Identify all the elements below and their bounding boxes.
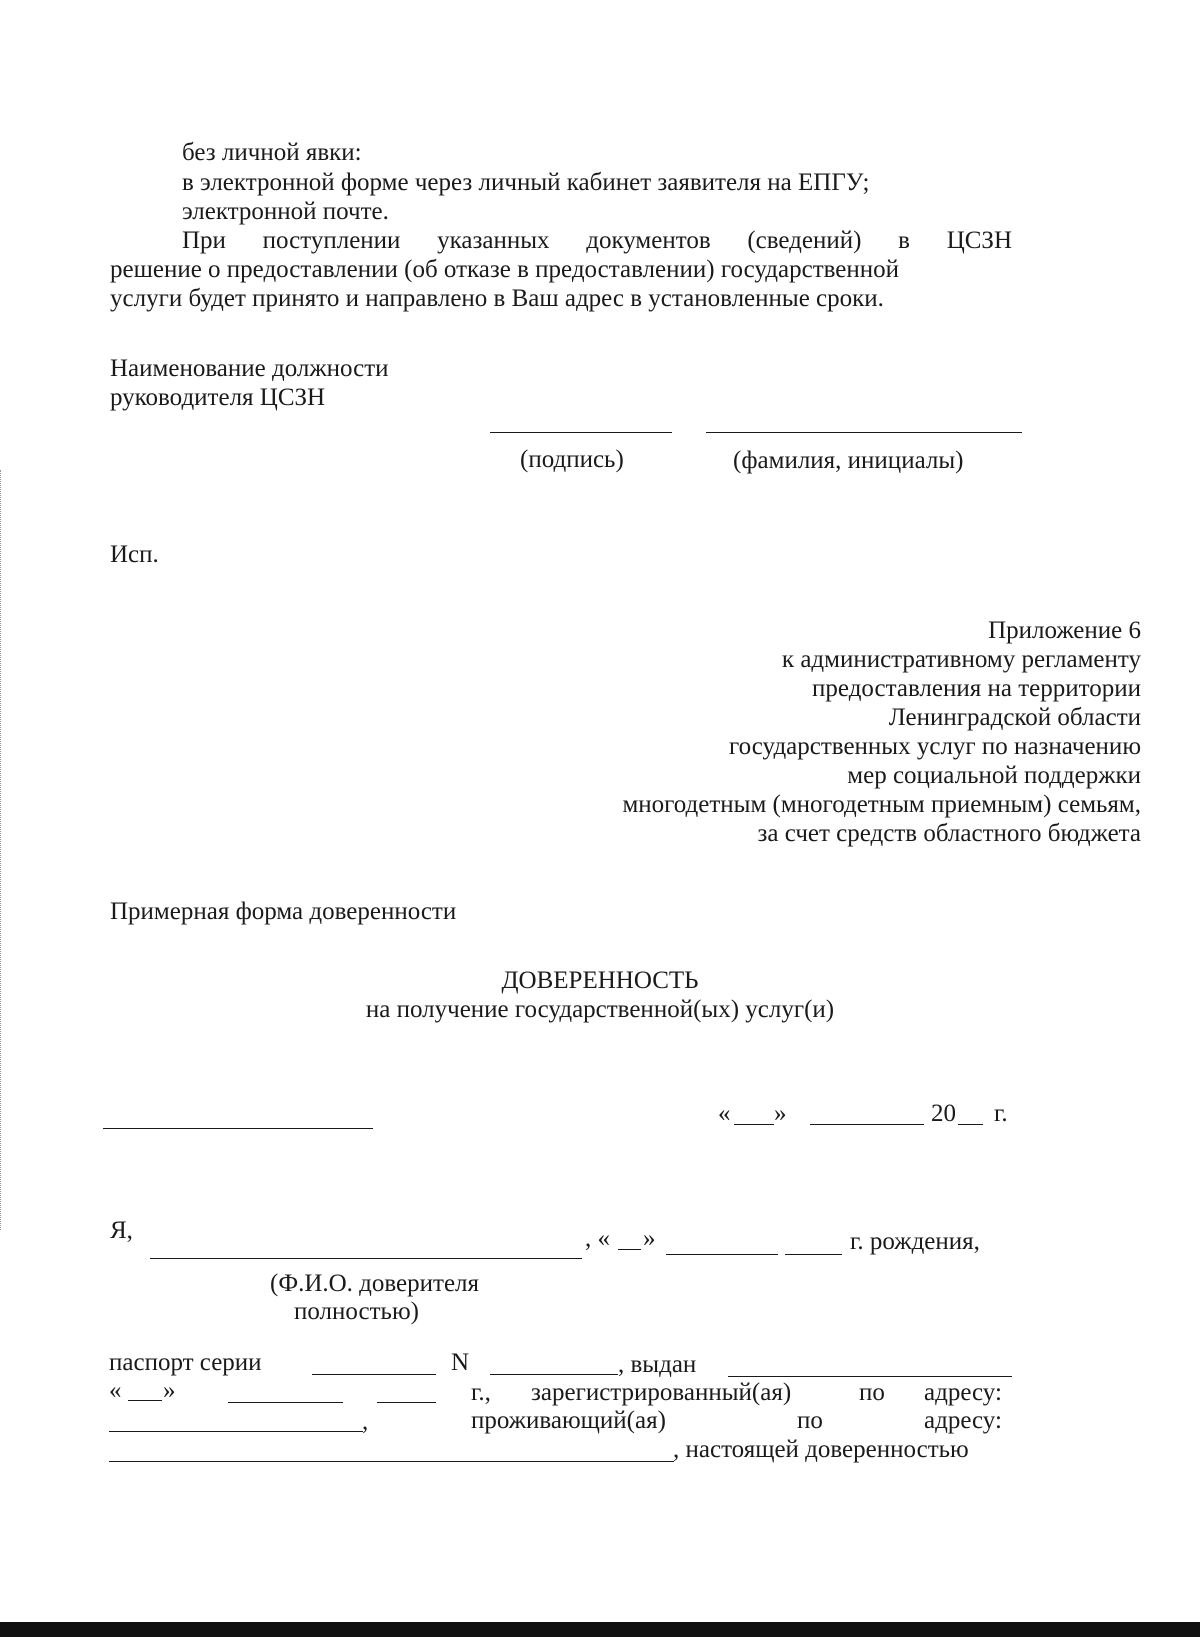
- year-suffix: г.,: [471, 1379, 491, 1406]
- address-label: адресу:: [924, 1379, 1002, 1406]
- place-line[interactable]: [103, 1128, 373, 1129]
- appendix-line: Приложение 6: [988, 617, 1141, 644]
- address-label: адресу:: [924, 1407, 1002, 1434]
- po-label: по: [797, 1407, 823, 1434]
- paragraph-line: услуги будет принято и направлено в Ваш адрес в установленные сроки.: [110, 285, 884, 312]
- issue-year-blank[interactable]: [377, 1402, 436, 1403]
- comma: ,: [362, 1408, 369, 1435]
- year-prefix: 20: [931, 1100, 956, 1127]
- appendix-line: государственных услуг по назначению: [729, 733, 1141, 760]
- executor-label: Исп.: [110, 541, 159, 568]
- quote-close: »: [774, 1100, 787, 1127]
- text-line: в электронной форме через личный кабинет заявителя на ЕПГУ;: [182, 169, 870, 196]
- scan-bottom-border: [0, 1622, 1200, 1637]
- name-caption: (фамилия, инициалы): [733, 447, 964, 474]
- text-line: электронной почте.: [182, 198, 389, 225]
- issue-month-blank[interactable]: [228, 1402, 343, 1403]
- day-blank[interactable]: [734, 1124, 774, 1125]
- quote-close: »: [163, 1377, 176, 1404]
- grantor-name-blank[interactable]: [150, 1258, 582, 1259]
- birth-month-blank[interactable]: [666, 1254, 778, 1255]
- living-address-blank[interactable]: [109, 1461, 674, 1462]
- paragraph-line: При поступлении указанных документов (сведений) в ЦСЗН: [182, 227, 1012, 254]
- passport-series-blank[interactable]: [312, 1374, 436, 1375]
- document-title: ДОВЕРЕННОСТЬ: [501, 967, 699, 994]
- registered-label: зарегистрированный(ая): [531, 1379, 792, 1406]
- birth-label: г. рождения,: [850, 1228, 980, 1255]
- passport-number-blank[interactable]: [490, 1374, 618, 1375]
- form-label: Примерная форма доверенности: [110, 898, 457, 925]
- document-subtitle: на получение государственной(ых) услуг(и): [365, 996, 835, 1023]
- paragraph-line: решение о предоставлении (об отказе в предоставлении) государственной: [110, 256, 900, 283]
- year-suffix: г.: [994, 1100, 1008, 1127]
- scan-edge: [0, 470, 3, 1230]
- by-this-label: , настоящей доверенностью: [673, 1436, 969, 1463]
- passport-series-label: паспорт серии: [109, 1349, 262, 1376]
- appendix-line: к административному регламенту: [781, 646, 1141, 673]
- grantor-caption: полностью): [294, 1298, 419, 1325]
- living-label: проживающий(ая): [471, 1407, 666, 1434]
- ya-label: Я,: [110, 1217, 133, 1244]
- grantor-caption: (Ф.И.О. доверителя: [270, 1270, 480, 1297]
- issued-label: , выдан: [618, 1351, 697, 1378]
- appendix-line: многодетным (многодетным приемным) семьям,: [622, 791, 1141, 818]
- month-blank[interactable]: [810, 1124, 924, 1125]
- quote-open: «: [109, 1377, 122, 1404]
- po-label: по: [859, 1379, 885, 1406]
- position-title: Наименование должности: [110, 355, 389, 382]
- year-blank[interactable]: [958, 1124, 983, 1125]
- signature-caption: (подпись): [520, 446, 624, 473]
- issue-day-blank[interactable]: [128, 1400, 162, 1401]
- appendix-line: Ленинградской области: [888, 704, 1141, 731]
- signature-line: [490, 432, 672, 433]
- appendix-line: мер социальной поддержки: [847, 762, 1141, 789]
- quote-close: »: [643, 1225, 656, 1252]
- issued-by-blank[interactable]: [728, 1376, 1012, 1377]
- passport-number-label: N: [451, 1349, 470, 1376]
- quote-open: , «: [585, 1225, 610, 1252]
- appendix-line: предоставления на территории: [812, 675, 1141, 702]
- text-line: без личной явки:: [182, 139, 362, 166]
- registration-address-blank[interactable]: [109, 1431, 363, 1432]
- position-title: руководителя ЦСЗН: [110, 384, 326, 411]
- birth-day-blank[interactable]: [618, 1249, 641, 1250]
- quote-open: «: [718, 1100, 731, 1127]
- birth-year-blank[interactable]: [785, 1254, 842, 1255]
- appendix-line: за счет средств областного бюджета: [757, 820, 1141, 847]
- name-line: [706, 432, 1022, 433]
